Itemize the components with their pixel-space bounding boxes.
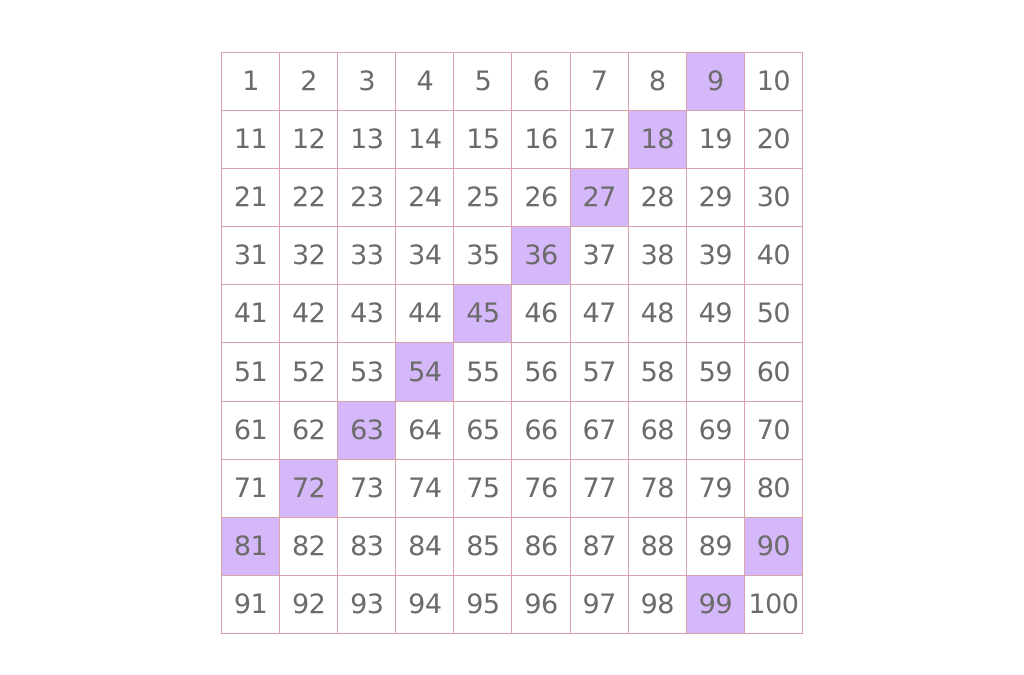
number-cell: 52 bbox=[280, 343, 338, 401]
number-cell: 62 bbox=[280, 402, 338, 460]
number-cell: 16 bbox=[512, 111, 570, 169]
number-cell: 71 bbox=[222, 460, 280, 518]
number-cell: 42 bbox=[280, 285, 338, 343]
number-cell: 55 bbox=[454, 343, 512, 401]
number-cell: 85 bbox=[454, 518, 512, 576]
number-cell: 34 bbox=[396, 227, 454, 285]
number-cell: 3 bbox=[338, 53, 396, 111]
number-cell: 73 bbox=[338, 460, 396, 518]
number-cell: 53 bbox=[338, 343, 396, 401]
number-cell: 43 bbox=[338, 285, 396, 343]
number-cell: 15 bbox=[454, 111, 512, 169]
number-cell: 57 bbox=[571, 343, 629, 401]
number-cell: 58 bbox=[629, 343, 687, 401]
number-cell: 19 bbox=[687, 111, 745, 169]
highlighted-number-cell: 54 bbox=[396, 343, 454, 401]
number-cell: 50 bbox=[745, 285, 803, 343]
highlighted-number-cell: 72 bbox=[280, 460, 338, 518]
number-cell: 94 bbox=[396, 576, 454, 634]
number-cell: 12 bbox=[280, 111, 338, 169]
number-cell: 96 bbox=[512, 576, 570, 634]
number-cell: 74 bbox=[396, 460, 454, 518]
number-cell: 79 bbox=[687, 460, 745, 518]
number-cell: 38 bbox=[629, 227, 687, 285]
highlighted-number-cell: 99 bbox=[687, 576, 745, 634]
number-cell: 7 bbox=[571, 53, 629, 111]
number-cell: 2 bbox=[280, 53, 338, 111]
number-cell: 4 bbox=[396, 53, 454, 111]
number-cell: 30 bbox=[745, 169, 803, 227]
number-cell: 6 bbox=[512, 53, 570, 111]
number-cell: 32 bbox=[280, 227, 338, 285]
number-cell: 48 bbox=[629, 285, 687, 343]
number-cell: 65 bbox=[454, 402, 512, 460]
number-cell: 98 bbox=[629, 576, 687, 634]
number-cell: 20 bbox=[745, 111, 803, 169]
number-cell: 5 bbox=[454, 53, 512, 111]
number-cell: 59 bbox=[687, 343, 745, 401]
number-cell: 77 bbox=[571, 460, 629, 518]
number-cell: 97 bbox=[571, 576, 629, 634]
number-cell: 86 bbox=[512, 518, 570, 576]
number-cell: 100 bbox=[745, 576, 803, 634]
number-cell: 29 bbox=[687, 169, 745, 227]
number-cell: 66 bbox=[512, 402, 570, 460]
number-cell: 47 bbox=[571, 285, 629, 343]
number-cell: 21 bbox=[222, 169, 280, 227]
number-cell: 87 bbox=[571, 518, 629, 576]
number-cell: 92 bbox=[280, 576, 338, 634]
number-cell: 35 bbox=[454, 227, 512, 285]
highlighted-number-cell: 9 bbox=[687, 53, 745, 111]
highlighted-number-cell: 27 bbox=[571, 169, 629, 227]
highlighted-number-cell: 18 bbox=[629, 111, 687, 169]
number-cell: 46 bbox=[512, 285, 570, 343]
number-cell: 13 bbox=[338, 111, 396, 169]
number-cell: 82 bbox=[280, 518, 338, 576]
number-cell: 88 bbox=[629, 518, 687, 576]
number-cell: 31 bbox=[222, 227, 280, 285]
number-cell: 25 bbox=[454, 169, 512, 227]
number-cell: 8 bbox=[629, 53, 687, 111]
number-cell: 28 bbox=[629, 169, 687, 227]
number-cell: 78 bbox=[629, 460, 687, 518]
number-cell: 23 bbox=[338, 169, 396, 227]
hundred-chart-grid bbox=[221, 52, 803, 634]
number-cell: 17 bbox=[571, 111, 629, 169]
highlighted-number-cell: 45 bbox=[454, 285, 512, 343]
number-cell: 24 bbox=[396, 169, 454, 227]
number-cell: 10 bbox=[745, 53, 803, 111]
number-cell: 49 bbox=[687, 285, 745, 343]
number-cell: 89 bbox=[687, 518, 745, 576]
number-cell: 22 bbox=[280, 169, 338, 227]
highlighted-number-cell: 63 bbox=[338, 402, 396, 460]
number-cell: 26 bbox=[512, 169, 570, 227]
number-cell: 37 bbox=[571, 227, 629, 285]
highlighted-number-cell: 36 bbox=[512, 227, 570, 285]
number-cell: 44 bbox=[396, 285, 454, 343]
number-cell: 40 bbox=[745, 227, 803, 285]
number-cell: 41 bbox=[222, 285, 280, 343]
number-cell: 39 bbox=[687, 227, 745, 285]
number-cell: 61 bbox=[222, 402, 280, 460]
number-cell: 1 bbox=[222, 53, 280, 111]
number-cell: 80 bbox=[745, 460, 803, 518]
number-cell: 68 bbox=[629, 402, 687, 460]
highlighted-number-cell: 90 bbox=[745, 518, 803, 576]
number-cell: 84 bbox=[396, 518, 454, 576]
number-cell: 33 bbox=[338, 227, 396, 285]
highlighted-number-cell: 81 bbox=[222, 518, 280, 576]
number-cell: 70 bbox=[745, 402, 803, 460]
number-cell: 75 bbox=[454, 460, 512, 518]
number-cell: 11 bbox=[222, 111, 280, 169]
number-cell: 95 bbox=[454, 576, 512, 634]
number-cell: 93 bbox=[338, 576, 396, 634]
number-cell: 14 bbox=[396, 111, 454, 169]
number-cell: 64 bbox=[396, 402, 454, 460]
number-cell: 76 bbox=[512, 460, 570, 518]
number-cell: 69 bbox=[687, 402, 745, 460]
number-cell: 56 bbox=[512, 343, 570, 401]
number-cell: 67 bbox=[571, 402, 629, 460]
number-cell: 83 bbox=[338, 518, 396, 576]
number-cell: 91 bbox=[222, 576, 280, 634]
number-cell: 51 bbox=[222, 343, 280, 401]
number-cell: 60 bbox=[745, 343, 803, 401]
